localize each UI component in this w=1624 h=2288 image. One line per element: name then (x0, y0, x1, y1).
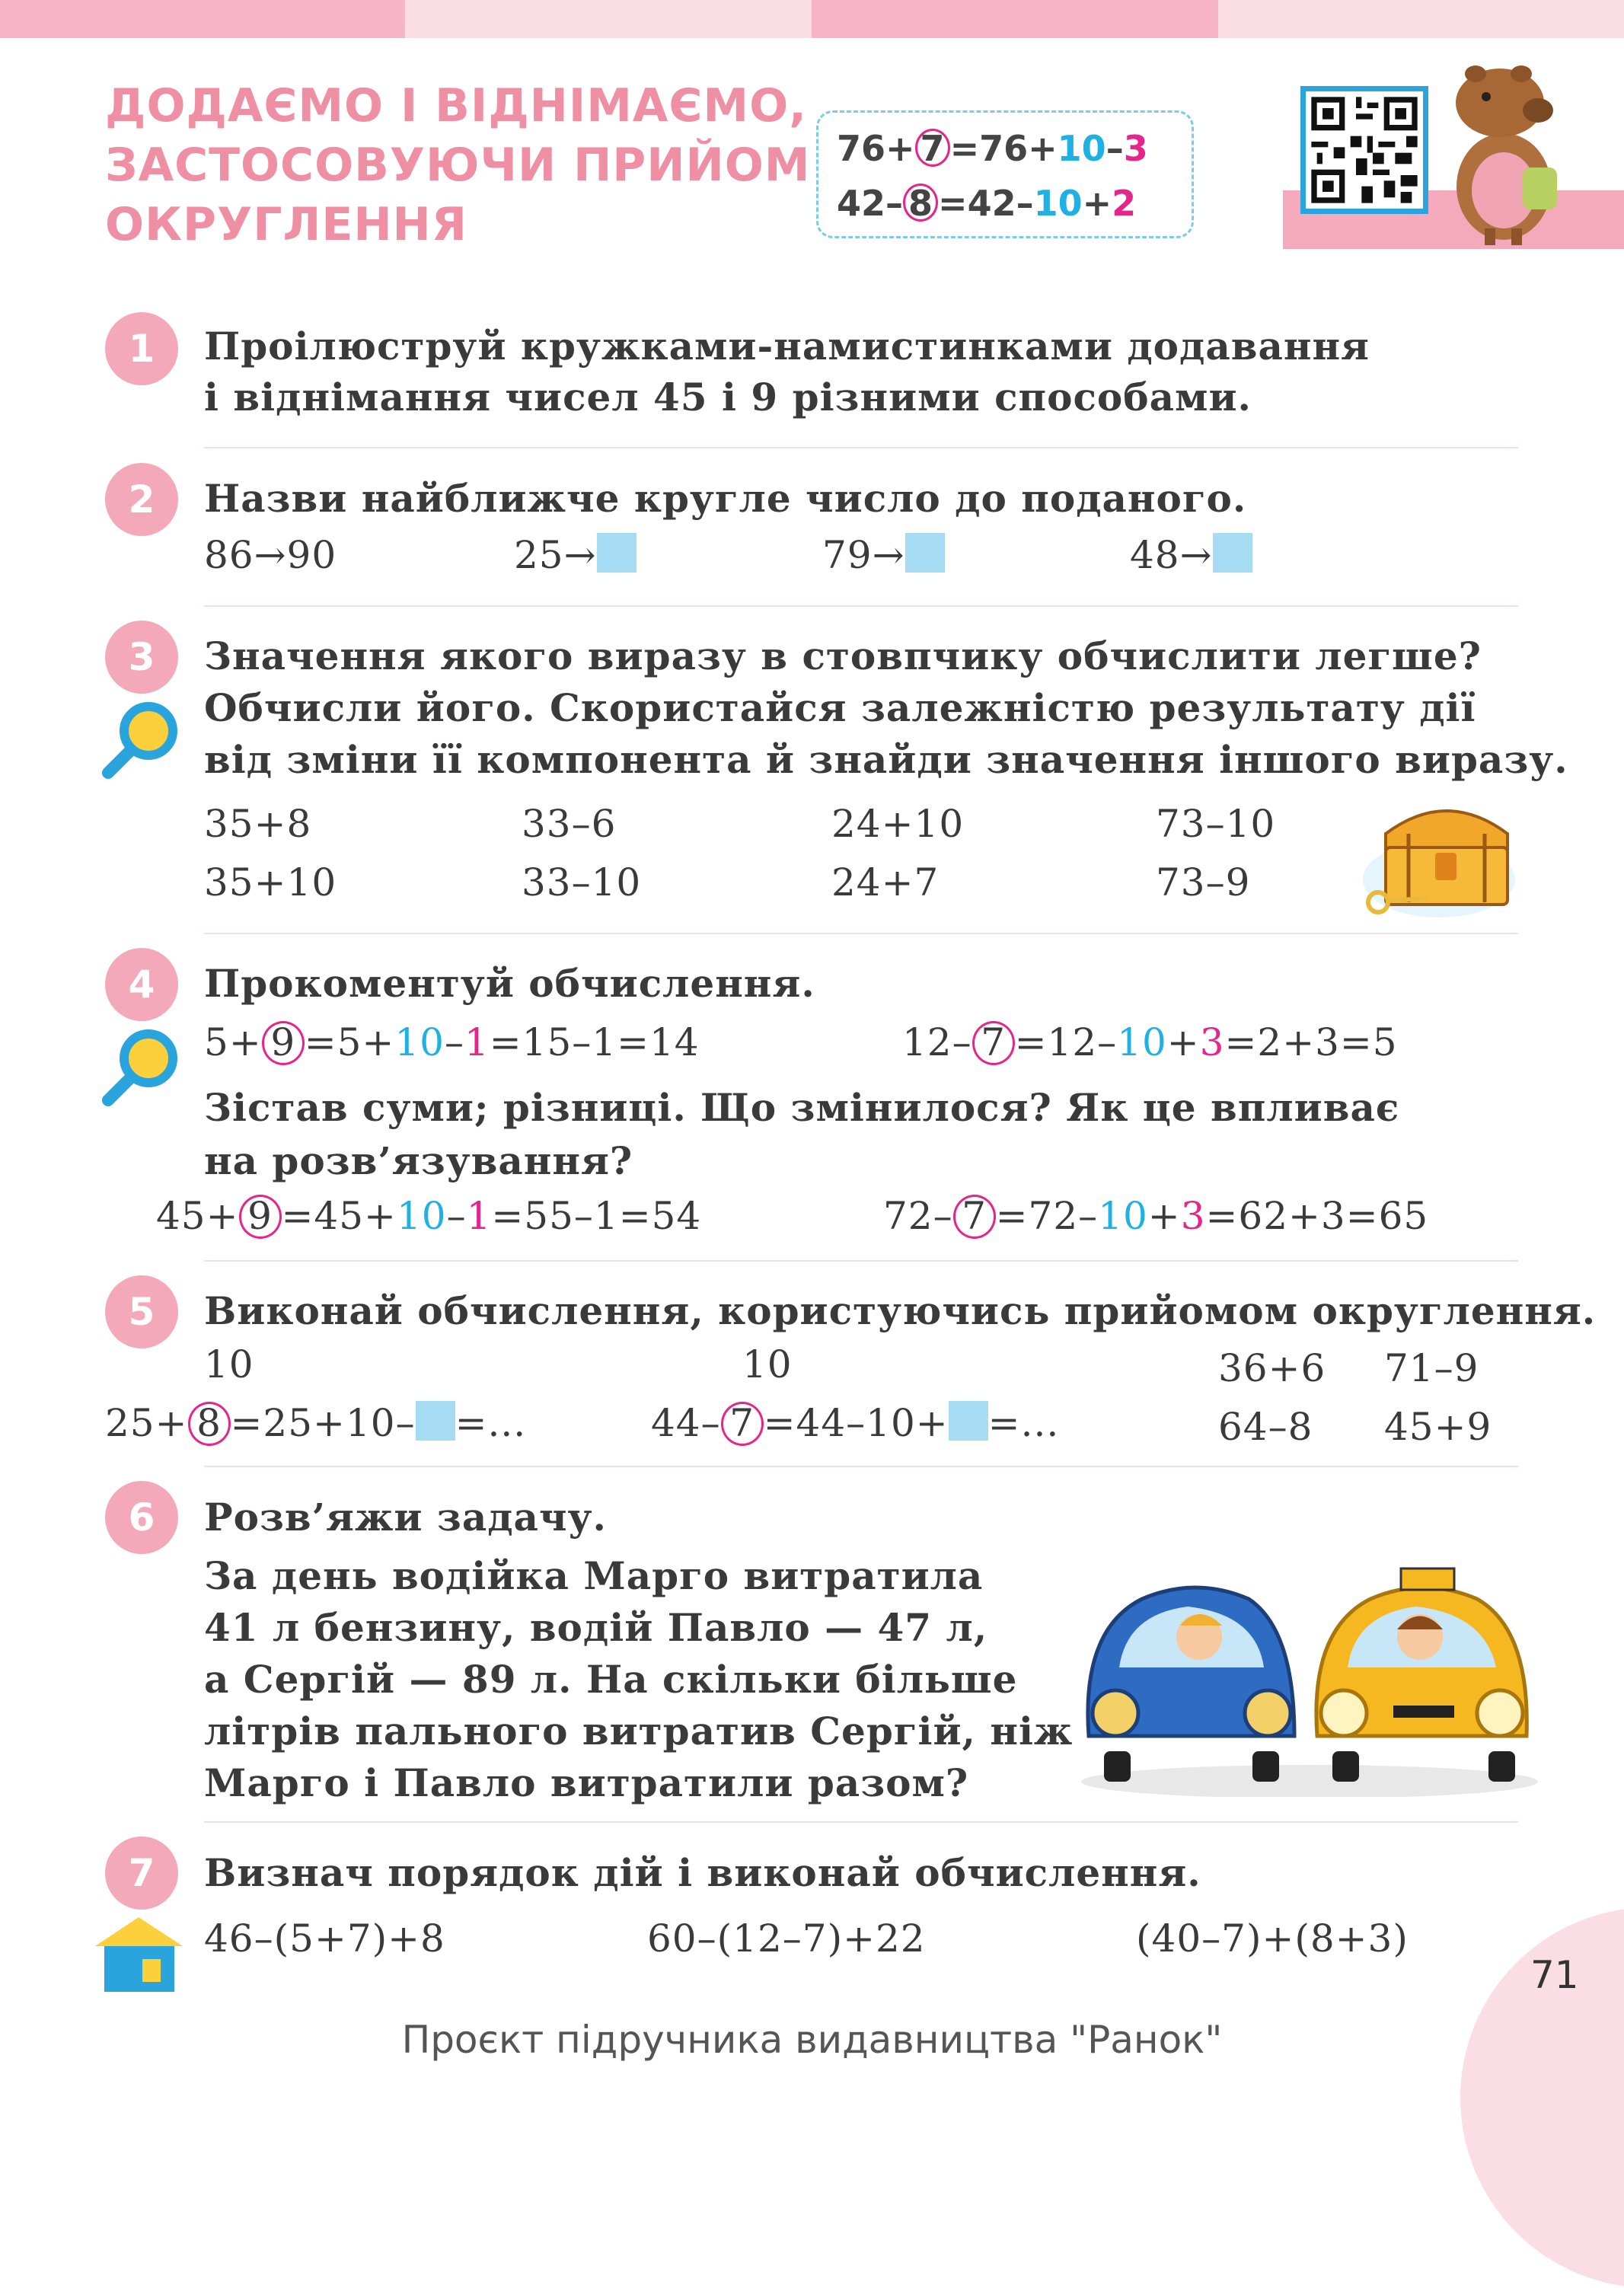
answer-box[interactable] (1213, 533, 1252, 573)
circled-number: 7 (915, 129, 950, 167)
expression: 24+7 (831, 860, 940, 905)
qr-code-pattern (1306, 91, 1423, 209)
page-number: 71 (1530, 1953, 1579, 1997)
answer-box[interactable] (597, 533, 637, 573)
top-stripe (1218, 0, 1624, 38)
expression: 45+9 (1384, 1405, 1492, 1449)
problem-text: Марго і Павло витратили разом? (204, 1760, 969, 1805)
expression: 36+6 (1218, 1346, 1326, 1390)
task-number-badge: 2 (105, 463, 178, 536)
expression: 35+8 (204, 802, 312, 846)
task-number-badge: 7 (105, 1836, 178, 1910)
worked-example: 5+ 9 =5+10–1=15–1=14 (204, 1020, 700, 1064)
problem-text: а Сергій — 89 л. На скільки більше (204, 1657, 1018, 1702)
task-text: Значення якого виразу в стовпчику обчислити легше? (204, 633, 1482, 678)
divider (204, 447, 1518, 448)
capybara-mascot (1431, 42, 1568, 247)
rounding-item: 25→ (514, 533, 637, 577)
expression: 33–10 (522, 860, 642, 905)
task-number-badge: 1 (105, 312, 178, 385)
rounding-item: 79→ (822, 533, 945, 577)
worked-example: 12– 7 =12–10+3=2+3=5 (902, 1020, 1398, 1064)
page-title (105, 76, 810, 254)
task-text: на розв’язування? (204, 1138, 633, 1183)
top-stripe (405, 0, 812, 38)
divider (204, 1821, 1518, 1823)
expression: 73–9 (1156, 860, 1251, 905)
answer-box[interactable] (949, 1401, 988, 1441)
answer-box[interactable] (905, 533, 945, 573)
task-text: Виконай обчислення, користуючись прийомом округлення. (204, 1288, 1597, 1333)
magnifier-icon (99, 697, 183, 780)
task-number-badge: 3 (105, 621, 178, 694)
expression: 33–6 (522, 802, 617, 846)
exercise-expression: 25+ 8 =25+10– =... (105, 1401, 527, 1445)
expression: 71–9 (1384, 1346, 1479, 1390)
divider (204, 1260, 1518, 1262)
expression: 46–(5+7)+8 (204, 1916, 445, 1961)
footer-text: Проєкт підручника видавництва "Ранок" (401, 2018, 1223, 2062)
house-icon (95, 1917, 183, 1993)
yellow-taxi (1316, 1568, 1527, 1782)
magnifier-icon (99, 1024, 183, 1108)
worked-example: 72– 7 =72–10+3=62+3=65 (883, 1194, 1429, 1238)
hint-number: 10 (204, 1342, 254, 1387)
rounding-item: 86→90 (204, 533, 337, 577)
qr-code[interactable] (1300, 86, 1428, 214)
cars-illustration (1074, 1561, 1546, 1797)
answer-box[interactable] (416, 1401, 455, 1441)
rule-line: 42– 8 =42–10+2 (837, 183, 1137, 224)
worked-example: 45+ 9 =45+10–1=55–1=54 (156, 1194, 702, 1238)
task-text: Прокоментуй обчислення. (204, 961, 815, 1006)
top-stripe (0, 0, 405, 38)
task-text: Розв’яжи задачу. (204, 1495, 607, 1540)
task-number-badge: 4 (105, 948, 178, 1021)
divider (204, 605, 1518, 607)
problem-text: 41 л бензину, водій Павло — 47 л, (204, 1605, 988, 1650)
task-number-badge: 5 (105, 1275, 178, 1348)
expression: (40–7)+(8+3) (1136, 1916, 1409, 1961)
expression: 73–10 (1156, 802, 1276, 846)
task-text: Обчисли його. Скористайся залежністю результату дії (204, 685, 1476, 730)
task-text: Проілюструй кружками-намистинками додавання (204, 324, 1370, 369)
task-text: Визнач порядок дій і виконай обчислення. (204, 1850, 1201, 1895)
treasure-chest (1355, 788, 1515, 925)
top-stripe (812, 0, 1218, 38)
title-line: ЗАСТОСОВУЮЧИ ПРИЙОМ (105, 139, 811, 192)
title-line: ОКРУГЛЕННЯ (105, 198, 467, 251)
task-text: Зістав суми; різниці. Що змінилося? Як це впливає (204, 1085, 1400, 1130)
task-number-badge: 6 (105, 1481, 178, 1554)
divider (204, 933, 1518, 934)
problem-text: За день водійка Марго витратила (204, 1553, 984, 1598)
exercise-expression: 44– 7 =44–10+ =... (651, 1401, 1060, 1445)
problem-text: літрів пального витратив Сергій, ніж (204, 1709, 1074, 1753)
task-text: від зміни її компонента й знайди значення іншого виразу. (204, 737, 1568, 782)
task-text: і віднімання чисел 45 і 9 різними способами. (204, 375, 1252, 420)
hint-number: 10 (742, 1342, 793, 1387)
rounding-item: 48→ (1130, 533, 1252, 577)
circled-number: 8 (903, 183, 938, 222)
rule-line: 76+ 7 =76+10–3 (837, 128, 1148, 169)
rounding-rule-box (816, 110, 1194, 238)
expression: 35+10 (204, 860, 337, 905)
blue-car (1088, 1588, 1294, 1782)
expression: 60–(12–7)+22 (647, 1916, 926, 1961)
expression: 24+10 (831, 802, 965, 846)
expression: 64–8 (1218, 1405, 1313, 1449)
task-text: Назви найближче кругле число до поданого. (204, 476, 1247, 521)
divider (204, 1466, 1518, 1467)
title-line: ДОДАЄМО І ВІДНІМАЄМО, (105, 79, 807, 132)
